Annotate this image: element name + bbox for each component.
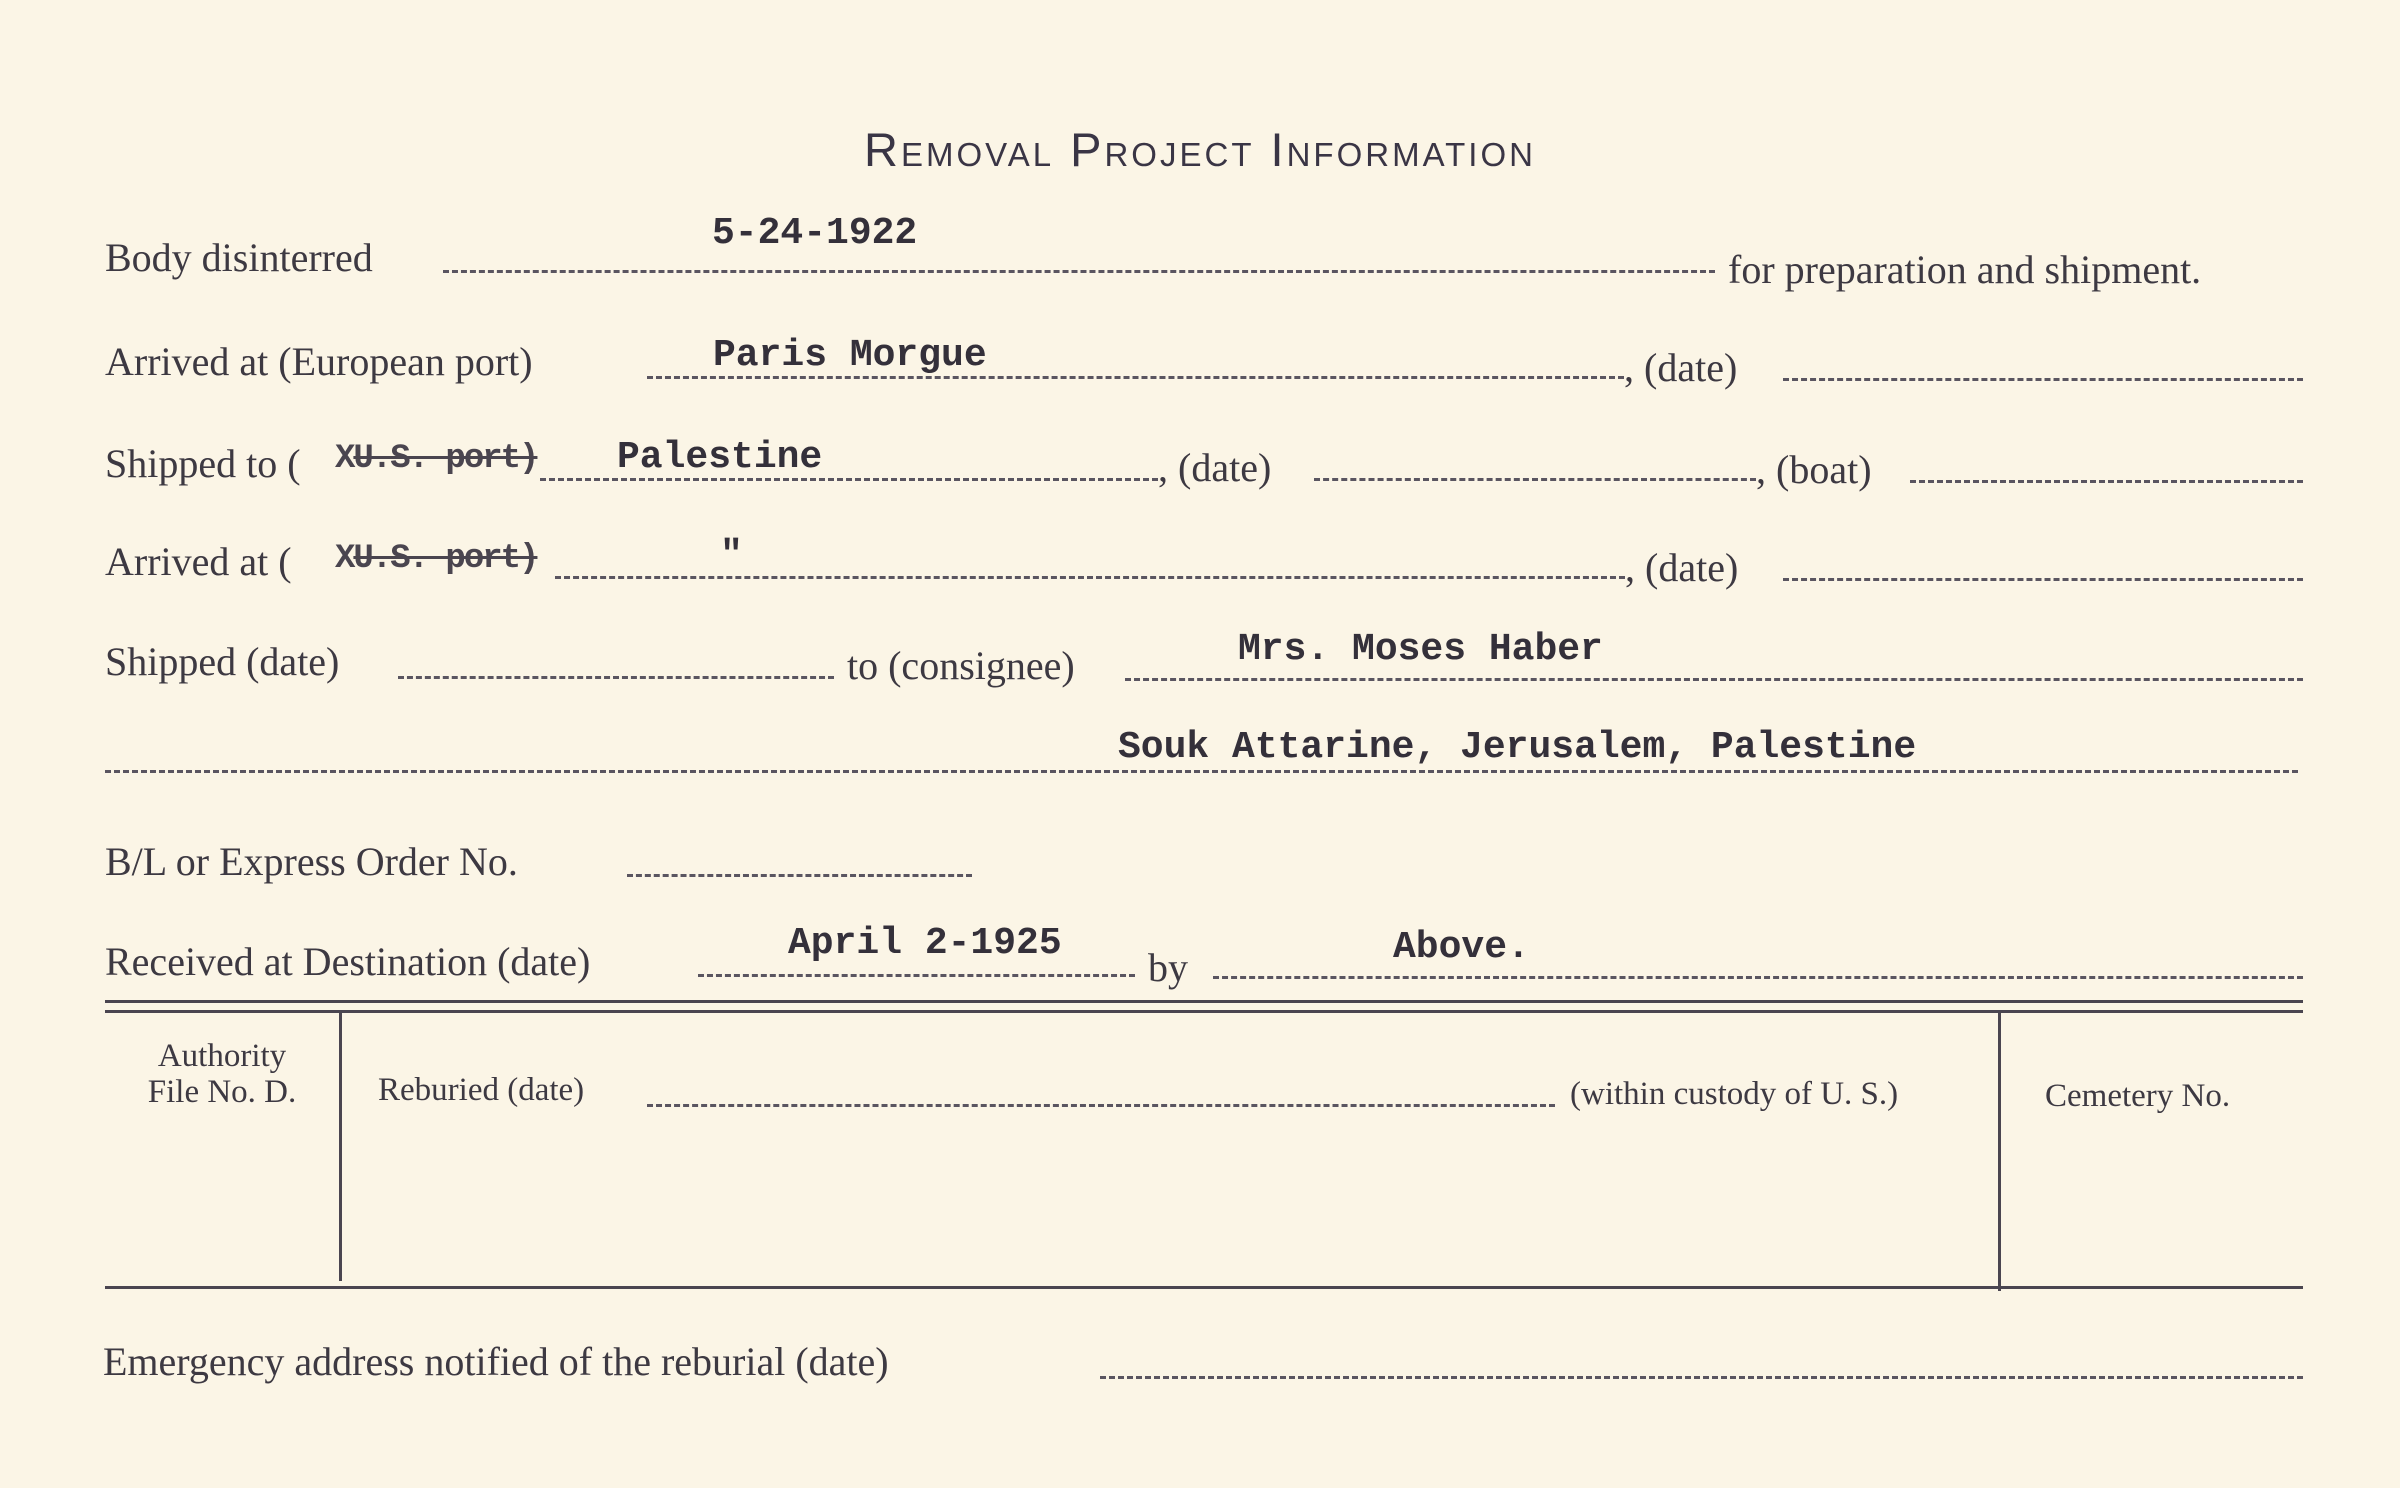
authority-file-label [105,1038,339,1110]
received-date-line [698,974,1135,977]
file-no-line: File No. D. [147,1074,297,1110]
emergency-line [1100,1376,2303,1379]
consignee-line [1125,678,2303,681]
arrived-at-line [555,576,1625,579]
shipped-date-label: Shipped (date) [105,639,340,684]
reburied-label: Reburied (date) [378,1072,585,1108]
shipped-date-line [398,676,834,679]
cemetery-label: Cemetery No. [2045,1078,2231,1114]
table-divider-left [339,1013,342,1281]
body-disinterred-value: 5-24-1922 [712,212,918,255]
arrived-european-date-line [1783,378,2303,381]
consignee-address-line [105,770,2298,773]
emergency-label: Emergency address notified of the reburial (date) [103,1339,889,1384]
arrived-at-date-line [1783,578,2303,581]
received-date-value: April 2-1925 [788,922,1062,965]
table-top-rule [105,1000,2303,1003]
arrived-at-struck-text: XU.S. port) [335,540,538,578]
arrived-european-date-label: , (date) [1624,345,1738,390]
arrived-european-port-value: Paris Morgue [713,334,987,377]
arrived-at-value: " [720,534,743,577]
authority-line: Authority [157,1038,287,1074]
body-disinterred-label: Body disinterred [105,235,373,280]
table-top-rule-inner [105,1010,2303,1013]
preparation-shipment-label: for preparation and shipment. [1728,247,2202,292]
received-by-line [1213,976,2303,979]
consignee-address-value: Souk Attarine, Jerusalem, Palestine [1118,726,1917,769]
shipped-to-boat-line [1910,480,2303,483]
shipped-to-label: Shipped to ( [105,441,301,486]
bl-order-line [627,874,972,877]
received-by-label: by [1148,945,1188,990]
consignee-label: to (consignee) [847,643,1075,688]
arrived-european-port-label: Arrived at (European port) [105,339,533,384]
arrived-at-date-label: , (date) [1625,545,1739,590]
custody-label: (within custody of U. S.) [1570,1076,1899,1112]
received-by-value: Above. [1393,926,1530,969]
bl-order-label: B/L or Express Order No. [105,839,518,884]
table-bottom-rule [105,1286,2303,1289]
table-divider-right [1998,1013,2001,1291]
shipped-to-date-label: , (date) [1158,445,1272,490]
shipped-to-date-line [1314,478,1756,481]
shipped-to-value: Palestine [617,436,823,479]
page-title [0,122,2400,177]
body-disinterred-line [443,270,1715,273]
shipped-to-boat-label: , (boat) [1756,447,1872,492]
received-label: Received at Destination (date) [105,939,591,984]
reburied-line [647,1104,1555,1107]
arrived-at-label: Arrived at ( [105,539,292,584]
title-text: Removal Project Information [864,123,1536,176]
consignee-value: Mrs. Moses Haber [1238,628,1603,671]
shipped-to-struck-text: XU.S. port) [335,440,538,478]
